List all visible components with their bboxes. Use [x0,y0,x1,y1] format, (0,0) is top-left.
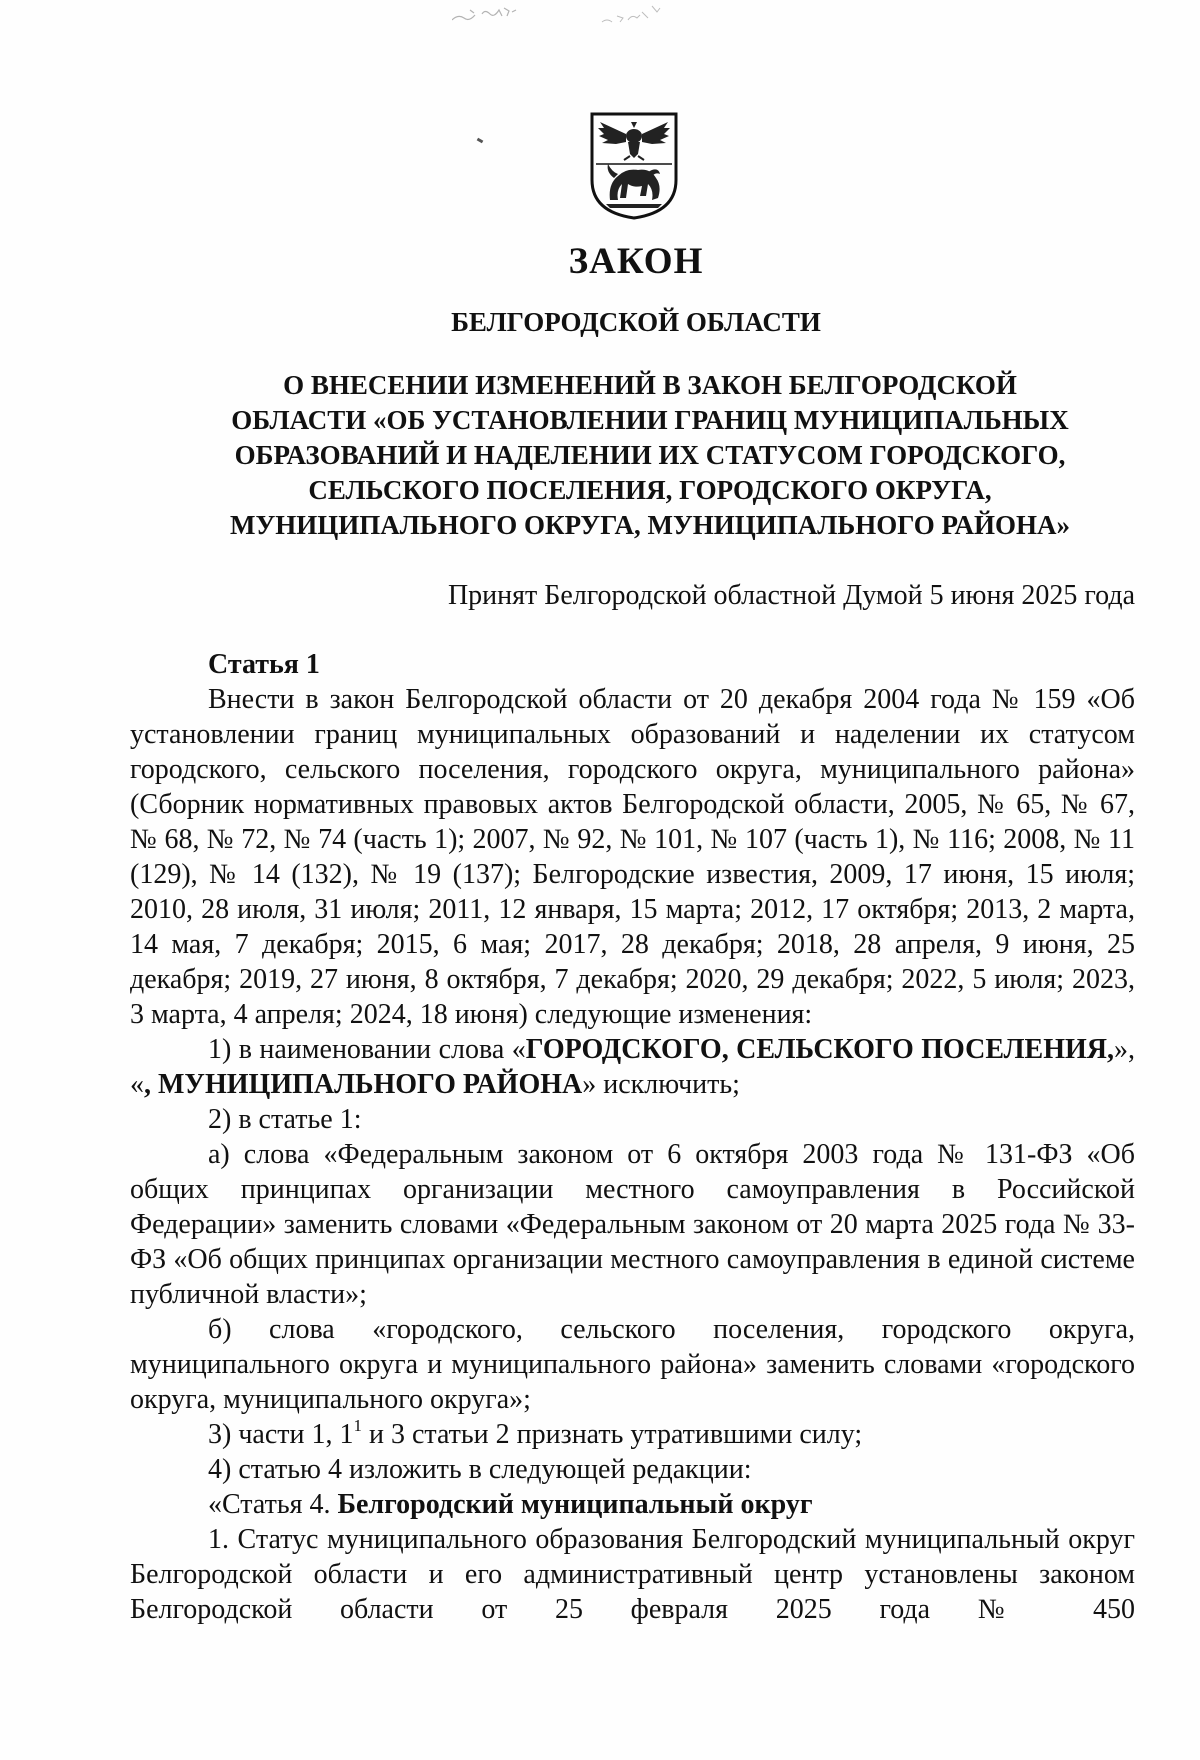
item1-mid: », « [130,1034,1135,1100]
heading-line: О ВНЕСЕНИИ ИЗМЕНЕНИЙ В ЗАКОН БЕЛГОРОДСКОЙ [283,370,1017,400]
quoted-article-prefix: «Статья 4. [208,1489,338,1520]
scan-speck [477,138,484,144]
amendment-item-2: 2) в статье 1: [208,1104,362,1135]
item1-bold-phrase-2: , МУНИЦИПАЛЬНОГО РАЙОНА [144,1069,583,1100]
item1-bold-phrase-1: ГОРОДСКОГО, СЕЛЬСКОГО ПОСЕЛЕНИЯ, [525,1034,1114,1065]
belgorod-coat-of-arms-icon [588,112,680,220]
heading-line: МУНИЦИПАЛЬНОГО ОКРУГА, МУНИЦИПАЛЬНОГО РАЙОНА» [229,510,1071,540]
item3-pre: 3) части 1, 1 [208,1419,354,1450]
article-title: Статья 1 [208,649,320,680]
heading-line: СЕЛЬСКОГО ПОСЕЛЕНИЯ, ГОРОДСКОГО ОКРУГА, [308,475,992,505]
document-subtitle: БЕЛГОРОДСКОЙ ОБЛАСТИ [451,307,821,337]
quoted-article-title: Белгородский муниципальный округ [337,1489,813,1520]
item3-superscript: 1 [353,1415,362,1435]
item3-post: и 3 статьи 2 признать утратившими силу; [361,1419,863,1450]
article-intro-paragraph: Внести в закон Белгородской области от 20 декабря 2004 года № 159 «Об установлении границ муниципальных образований и наделении их статусом городского, сельского поселения, городского округа, муниципального района» (Сборник нормативных правовых актов Белгородской области, 2005, № 65, № 67, № 68, № 72, № 74 (часть 1); 2007, № 92, № 101, № 107 (часть 1), № 116; 2008, № 11 (129), № 14 (132), № 19 (137); Белгородские известия, 2009, 17 июня, 15 июля; 2010, 28 июля, 31 июля; 2011, 12 января, 15 марта; 2012, 17 октября; 2013, 2 марта, 14 мая, 7 декабря; 2015, 6 мая; 2017, 28 декабря; 2018, 28 апреля, 9 июня, 25 декабря; 2019, 27 июня, 8 октября, 7 декабря; 2020, 29 декабря; 2022, 5 июля; 2023, 3 марта, 4 апреля; 2024, 18 июня) следующие изменения: [130,684,1135,1030]
item1-pre: 1) в наименовании слова « [208,1034,526,1065]
amendment-item-1 [130,1032,1135,1102]
item1-post: » исключить; [582,1069,740,1100]
scan-artifact-marks [452,2,732,32]
document-body [130,647,1135,1627]
amendment-item-3 [130,1417,1135,1452]
quoted-article-paragraph-1: 1. Статус муниципального образования Белгородский муниципальный округ Белгородской области и его административный центр установлены законом Белгородской области от 25 февраля 2025 года № 450 [130,1524,1135,1625]
quoted-article-heading [130,1487,1135,1522]
amendment-item-2b: б) слова «городского, сельского поселения, городского округа, муниципального округа и муниципального района» заменить словами «городского округа, муниципального округа»; [130,1314,1135,1415]
law-heading [170,368,1130,543]
heading-line: ОБЛАСТИ «ОБ УСТАНОВЛЕНИИ ГРАНИЦ МУНИЦИПАЛЬНЫХ [231,405,1069,435]
document-title: ЗАКОН [568,241,704,282]
amendment-item-2a: а) слова «Федеральным законом от 6 октября 2003 года № 131-ФЗ «Об общих принципах организации местного самоуправления в Российской Федерации» заменить словами «Федеральным законом от 20 марта 2025 года № 33-ФЗ «Об общих принципах организации местного самоуправления в единой системе публичной власти»; [130,1139,1135,1310]
amendment-item-4: 4) статью 4 изложить в следующей редакции: [208,1454,752,1485]
heading-line: ОБРАЗОВАНИЙ И НАДЕЛЕНИИ ИХ СТАТУСОМ ГОРОДСКОГО, [234,440,1066,470]
adoption-note: Принят Белгородской областной Думой 5 июня 2025 года [447,580,1135,611]
